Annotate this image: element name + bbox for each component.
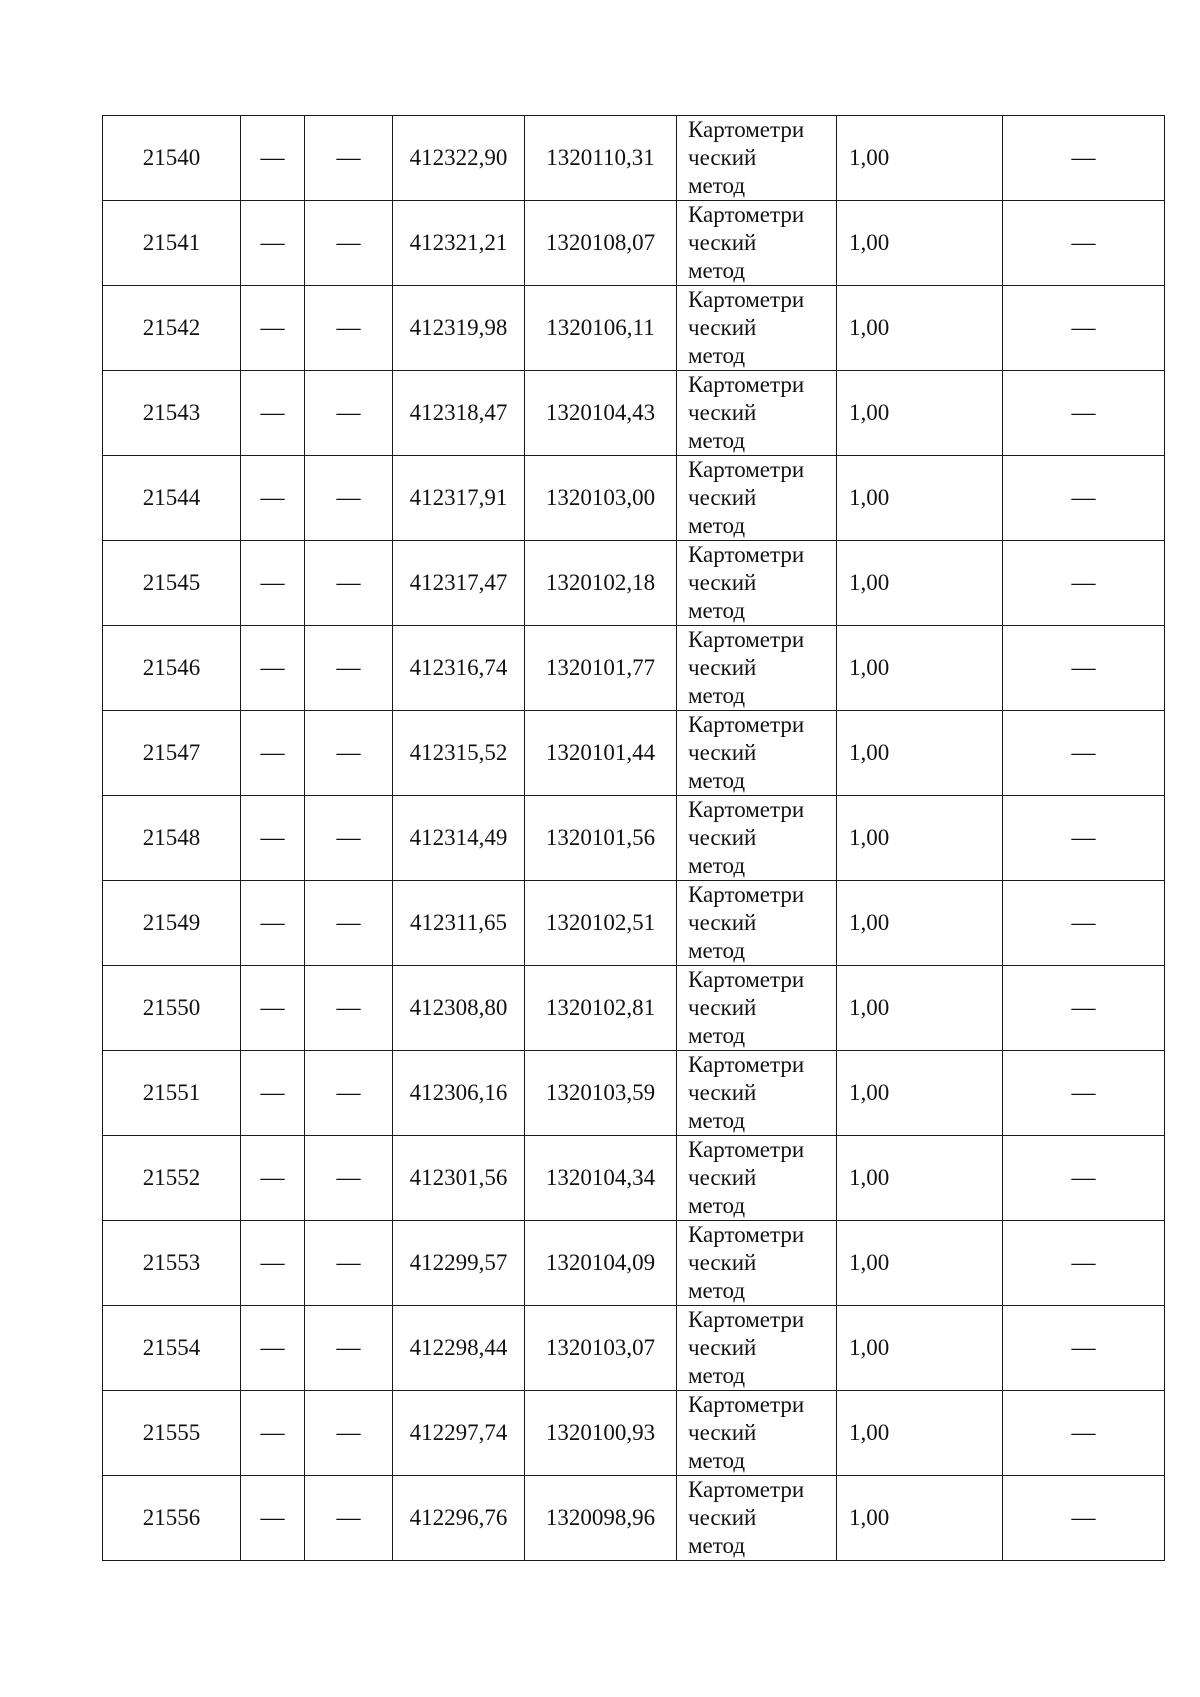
method-cell: Картометри ческий метод (677, 371, 837, 456)
y-coordinate-cell: 1320098,96 (525, 1476, 677, 1561)
point-number-cell: 21555 (103, 1391, 241, 1476)
empty-y-cell: — (305, 881, 393, 966)
empty-x-cell: — (241, 456, 305, 541)
empty-y-cell: — (305, 286, 393, 371)
description-cell: — (1003, 796, 1165, 881)
empty-x-cell: — (241, 1306, 305, 1391)
table-row (103, 201, 1165, 286)
description-cell: — (1003, 456, 1165, 541)
point-number-cell: 21551 (103, 1051, 241, 1136)
point-number-cell: 21545 (103, 541, 241, 626)
y-coordinate-cell: 1320101,44 (525, 711, 677, 796)
accuracy-cell: 1,00 (837, 1476, 1003, 1561)
empty-x-cell: — (241, 966, 305, 1051)
point-number-cell: 21552 (103, 1136, 241, 1221)
table-row (103, 1136, 1165, 1221)
empty-y-cell: — (305, 541, 393, 626)
y-coordinate-cell: 1320102,81 (525, 966, 677, 1051)
y-coordinate-cell: 1320104,43 (525, 371, 677, 456)
empty-x-cell: — (241, 371, 305, 456)
description-cell: — (1003, 201, 1165, 286)
accuracy-cell: 1,00 (837, 626, 1003, 711)
description-cell: — (1003, 1136, 1165, 1221)
empty-y-cell: — (305, 1476, 393, 1561)
description-cell: — (1003, 1306, 1165, 1391)
method-cell: Картометри ческий метод (677, 1051, 837, 1136)
point-number-cell: 21542 (103, 286, 241, 371)
x-coordinate-cell: 412301,56 (393, 1136, 525, 1221)
empty-x-cell: — (241, 116, 305, 201)
description-cell: — (1003, 711, 1165, 796)
empty-y-cell: — (305, 201, 393, 286)
point-number-cell: 21549 (103, 881, 241, 966)
method-cell: Картометри ческий метод (677, 881, 837, 966)
x-coordinate-cell: 412319,98 (393, 286, 525, 371)
description-cell: — (1003, 371, 1165, 456)
empty-y-cell: — (305, 456, 393, 541)
table-row (103, 796, 1165, 881)
empty-x-cell: — (241, 1391, 305, 1476)
table-row (103, 286, 1165, 371)
empty-x-cell: — (241, 881, 305, 966)
coordinates-table (102, 115, 1165, 1561)
accuracy-cell: 1,00 (837, 286, 1003, 371)
method-cell: Картометри ческий метод (677, 626, 837, 711)
accuracy-cell: 1,00 (837, 796, 1003, 881)
empty-x-cell: — (241, 711, 305, 796)
point-number-cell: 21548 (103, 796, 241, 881)
accuracy-cell: 1,00 (837, 966, 1003, 1051)
accuracy-cell: 1,00 (837, 1136, 1003, 1221)
empty-x-cell: — (241, 201, 305, 286)
table-row (103, 541, 1165, 626)
empty-y-cell: — (305, 626, 393, 711)
description-cell: — (1003, 966, 1165, 1051)
y-coordinate-cell: 1320104,34 (525, 1136, 677, 1221)
method-cell: Картометри ческий метод (677, 796, 837, 881)
empty-y-cell: — (305, 371, 393, 456)
empty-y-cell: — (305, 711, 393, 796)
table-row (103, 456, 1165, 541)
table-row (103, 1051, 1165, 1136)
accuracy-cell: 1,00 (837, 541, 1003, 626)
accuracy-cell: 1,00 (837, 1306, 1003, 1391)
empty-y-cell: — (305, 1051, 393, 1136)
y-coordinate-cell: 1320102,51 (525, 881, 677, 966)
point-number-cell: 21544 (103, 456, 241, 541)
empty-x-cell: — (241, 796, 305, 881)
table-row (103, 881, 1165, 966)
x-coordinate-cell: 412299,57 (393, 1221, 525, 1306)
empty-x-cell: — (241, 1221, 305, 1306)
method-cell: Картометри ческий метод (677, 286, 837, 371)
method-cell: Картометри ческий метод (677, 1391, 837, 1476)
empty-y-cell: — (305, 1221, 393, 1306)
y-coordinate-cell: 1320102,18 (525, 541, 677, 626)
y-coordinate-cell: 1320101,77 (525, 626, 677, 711)
description-cell: — (1003, 116, 1165, 201)
table-row (103, 626, 1165, 711)
description-cell: — (1003, 1391, 1165, 1476)
method-cell: Картометри ческий метод (677, 1306, 837, 1391)
table-row (103, 1306, 1165, 1391)
x-coordinate-cell: 412317,47 (393, 541, 525, 626)
y-coordinate-cell: 1320103,59 (525, 1051, 677, 1136)
accuracy-cell: 1,00 (837, 711, 1003, 796)
y-coordinate-cell: 1320106,11 (525, 286, 677, 371)
description-cell: — (1003, 1051, 1165, 1136)
method-cell: Картометри ческий метод (677, 711, 837, 796)
x-coordinate-cell: 412316,74 (393, 626, 525, 711)
table-row (103, 1391, 1165, 1476)
point-number-cell: 21553 (103, 1221, 241, 1306)
method-cell: Картометри ческий метод (677, 1221, 837, 1306)
table-row (103, 371, 1165, 456)
empty-x-cell: — (241, 626, 305, 711)
accuracy-cell: 1,00 (837, 1051, 1003, 1136)
x-coordinate-cell: 412296,76 (393, 1476, 525, 1561)
x-coordinate-cell: 412314,49 (393, 796, 525, 881)
empty-y-cell: — (305, 966, 393, 1051)
point-number-cell: 21554 (103, 1306, 241, 1391)
point-number-cell: 21541 (103, 201, 241, 286)
y-coordinate-cell: 1320100,93 (525, 1391, 677, 1476)
x-coordinate-cell: 412322,90 (393, 116, 525, 201)
table-row (103, 1476, 1165, 1561)
table-row (103, 116, 1165, 201)
y-coordinate-cell: 1320103,00 (525, 456, 677, 541)
table-row (103, 966, 1165, 1051)
method-cell: Картометри ческий метод (677, 456, 837, 541)
x-coordinate-cell: 412317,91 (393, 456, 525, 541)
method-cell: Картометри ческий метод (677, 966, 837, 1051)
x-coordinate-cell: 412311,65 (393, 881, 525, 966)
x-coordinate-cell: 412321,21 (393, 201, 525, 286)
method-cell: Картометри ческий метод (677, 116, 837, 201)
empty-x-cell: — (241, 1476, 305, 1561)
point-number-cell: 21550 (103, 966, 241, 1051)
point-number-cell: 21556 (103, 1476, 241, 1561)
description-cell: — (1003, 881, 1165, 966)
method-cell: Картометри ческий метод (677, 541, 837, 626)
y-coordinate-cell: 1320101,56 (525, 796, 677, 881)
description-cell: — (1003, 626, 1165, 711)
y-coordinate-cell: 1320110,31 (525, 116, 677, 201)
table-row (103, 711, 1165, 796)
accuracy-cell: 1,00 (837, 116, 1003, 201)
accuracy-cell: 1,00 (837, 1221, 1003, 1306)
description-cell: — (1003, 541, 1165, 626)
x-coordinate-cell: 412298,44 (393, 1306, 525, 1391)
description-cell: — (1003, 1476, 1165, 1561)
point-number-cell: 21540 (103, 116, 241, 201)
empty-x-cell: — (241, 1051, 305, 1136)
point-number-cell: 21547 (103, 711, 241, 796)
x-coordinate-cell: 412308,80 (393, 966, 525, 1051)
empty-y-cell: — (305, 796, 393, 881)
description-cell: — (1003, 286, 1165, 371)
accuracy-cell: 1,00 (837, 881, 1003, 966)
accuracy-cell: 1,00 (837, 456, 1003, 541)
description-cell: — (1003, 1221, 1165, 1306)
x-coordinate-cell: 412318,47 (393, 371, 525, 456)
empty-x-cell: — (241, 286, 305, 371)
method-cell: Картометри ческий метод (677, 1476, 837, 1561)
point-number-cell: 21546 (103, 626, 241, 711)
accuracy-cell: 1,00 (837, 1391, 1003, 1476)
y-coordinate-cell: 1320103,07 (525, 1306, 677, 1391)
accuracy-cell: 1,00 (837, 371, 1003, 456)
empty-x-cell: — (241, 1136, 305, 1221)
x-coordinate-cell: 412306,16 (393, 1051, 525, 1136)
accuracy-cell: 1,00 (837, 201, 1003, 286)
empty-y-cell: — (305, 116, 393, 201)
method-cell: Картометри ческий метод (677, 201, 837, 286)
x-coordinate-cell: 412297,74 (393, 1391, 525, 1476)
x-coordinate-cell: 412315,52 (393, 711, 525, 796)
y-coordinate-cell: 1320108,07 (525, 201, 677, 286)
empty-x-cell: — (241, 541, 305, 626)
empty-y-cell: — (305, 1391, 393, 1476)
method-cell: Картометри ческий метод (677, 1136, 837, 1221)
y-coordinate-cell: 1320104,09 (525, 1221, 677, 1306)
table-body (103, 116, 1165, 1561)
point-number-cell: 21543 (103, 371, 241, 456)
empty-y-cell: — (305, 1136, 393, 1221)
empty-y-cell: — (305, 1306, 393, 1391)
table-row (103, 1221, 1165, 1306)
